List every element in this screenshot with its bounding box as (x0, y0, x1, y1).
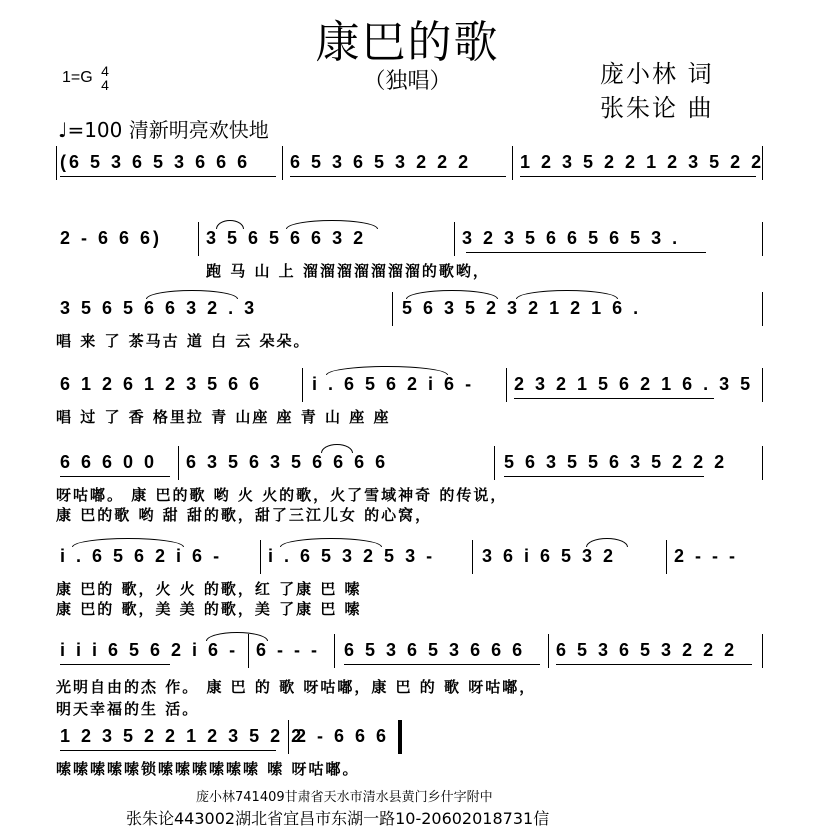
beam-underline (520, 176, 756, 177)
barline (288, 720, 289, 754)
barline (762, 446, 763, 480)
score-system-6 (56, 546, 766, 618)
beam-underline (504, 476, 704, 477)
barline (302, 368, 303, 402)
measure: 6 3 5 6 3 5 6 6 6 6 (186, 452, 389, 472)
barline (282, 146, 283, 180)
measure: 3 2 3 5 6 6 5 6 5 3 . (462, 228, 681, 248)
slur (72, 538, 184, 547)
barline (762, 368, 763, 402)
barline (548, 634, 549, 668)
score-system-1 (56, 152, 766, 182)
lyric-line: 明天幸福的生 活。 (56, 700, 200, 718)
slur (206, 632, 268, 641)
barline (260, 540, 261, 574)
lyric-line: 康 巴的歌 哟 甜 甜的歌，甜了三江儿女 的心窝， (56, 506, 433, 524)
beam-underline (466, 252, 706, 253)
slur (406, 290, 498, 299)
time-bottom: 4 (101, 77, 109, 93)
measure: i . 6 5 3 2 5 3 - (268, 546, 436, 566)
score-system-8 (56, 726, 766, 778)
barline (178, 446, 179, 480)
measure: 1 2 3 5 2 2 1 2 3 5 2 2 (60, 726, 305, 746)
tempo-marking (58, 114, 269, 143)
quarter-note-icon: ♩ (58, 118, 68, 142)
score-system-3 (56, 298, 766, 350)
slur (516, 290, 618, 299)
barline (56, 146, 57, 180)
beam-underline (60, 750, 276, 751)
lyric-line: 呀咕嘟。 康 巴的歌 哟 火 火的歌，火了雪域神奇 的传说， (56, 486, 508, 504)
time-signature (101, 64, 109, 92)
barline (506, 368, 507, 402)
measure: 2 3 2 1 5 6 2 1 6 . 3 5 (514, 374, 754, 394)
composer-credit: 张朱论 曲 (600, 94, 714, 122)
tempo-text: 清新明亮欢快地 (128, 118, 269, 142)
measure: 5 6 3 5 5 6 3 5 2 2 2 (504, 452, 728, 472)
slur (326, 366, 448, 375)
barline (762, 292, 763, 326)
measure: 5 6 3 5 2 3 2 1 2 1 6 . (402, 298, 642, 318)
slur (586, 538, 628, 547)
beam-underline (60, 476, 170, 477)
measure: (6 5 3 6 5 3 6 6 6 (60, 152, 251, 172)
lyric-line: 唱 过 了 香 格里拉 青 山座 座 青 山 座 座 (56, 408, 391, 426)
measure: 2 - 6 6 6) (60, 228, 163, 248)
barline (198, 222, 199, 256)
score-system-4 (56, 374, 766, 426)
slur (146, 290, 238, 299)
measure: 6 6 6 0 0 (60, 452, 158, 472)
measure: 3 5 6 5 6 6 3 2 (206, 228, 367, 248)
barline (666, 540, 667, 574)
measure: 3 6 i 6 5 3 2 (482, 546, 617, 566)
slur (321, 444, 353, 453)
time-top: 4 (101, 63, 109, 79)
footer-line-2: 张朱论443002湖北省宜昌市东湖一路10-20602018731信 (126, 809, 550, 828)
barline (454, 222, 455, 256)
beam-underline (60, 664, 170, 665)
measure: 6 5 3 6 5 3 6 6 6 (344, 640, 526, 660)
measure: 2 - 6 6 6 (296, 726, 390, 746)
score-system-5 (56, 452, 766, 524)
barline (762, 146, 763, 180)
beam-underline (290, 176, 506, 177)
lyric-line: 跑 马 山 上 溜溜溜溜溜溜溜的歌哟， (206, 262, 490, 280)
measure: 6 1 2 6 1 2 3 5 6 6 (60, 374, 263, 394)
barline (472, 540, 473, 574)
score-system-7 (56, 640, 766, 718)
measure: i . 6 5 6 2 i 6 - (60, 546, 223, 566)
lyric-line: 光明自由的杰 作。 康 巴 的 歌 呀咕嘟，康 巴 的 歌 呀咕嘟， (56, 678, 537, 696)
measure: 1 2 3 5 2 2 1 2 3 5 2 2 (520, 152, 765, 172)
barline (762, 222, 763, 256)
barline (334, 634, 335, 668)
lyric-line: 康 巴的 歌，美 美 的歌，美 了康 巴 嗦 (56, 600, 362, 618)
slur (280, 538, 382, 547)
lyric-line: 唱 来 了 茶马古 道 白 云 朵朵。 (56, 332, 311, 350)
measure: 3 5 6 5 6 6 3 2 . 3 (60, 298, 258, 318)
measure: i . 6 5 6 2 i 6 - (312, 374, 475, 394)
beam-underline (60, 176, 276, 177)
key-signature (62, 64, 109, 92)
score-system-2 (56, 228, 766, 280)
beam-underline (344, 664, 540, 665)
measure: 6 5 3 6 5 3 2 2 2 (556, 640, 738, 660)
measure: 2 - - - (674, 546, 738, 566)
barline (762, 634, 763, 668)
lyricist-credit: 庞小林 词 (600, 60, 714, 88)
beam-underline (514, 398, 714, 399)
final-barline (398, 720, 402, 754)
slur (286, 220, 378, 229)
lyric-line: 嗦嗦嗦嗦嗦锁嗦嗦嗦嗦嗦嗦 嗦 呀咕嘟。 (56, 760, 360, 778)
song-subtitle: （独唱） (363, 69, 452, 94)
measure: i i i 6 5 6 2 i 6 - (60, 640, 239, 660)
barline (512, 146, 513, 180)
barline (494, 446, 495, 480)
song-title: 康巴的歌 (315, 17, 500, 68)
beam-underline (556, 664, 752, 665)
key-label: 1=G (62, 69, 93, 87)
measure: 6 - - - (256, 640, 320, 660)
measure: 6 5 3 6 5 3 2 2 2 (290, 152, 472, 172)
slur (216, 220, 244, 229)
tempo-value: =100 (67, 118, 123, 142)
lyric-line: 康 巴的 歌，火 火 的歌，红 了康 巴 嗦 (56, 580, 362, 598)
barline (392, 292, 393, 326)
footer-line-1: 庞小林741409甘肃省天水市清水县黄门乡什字附中 (196, 790, 493, 805)
